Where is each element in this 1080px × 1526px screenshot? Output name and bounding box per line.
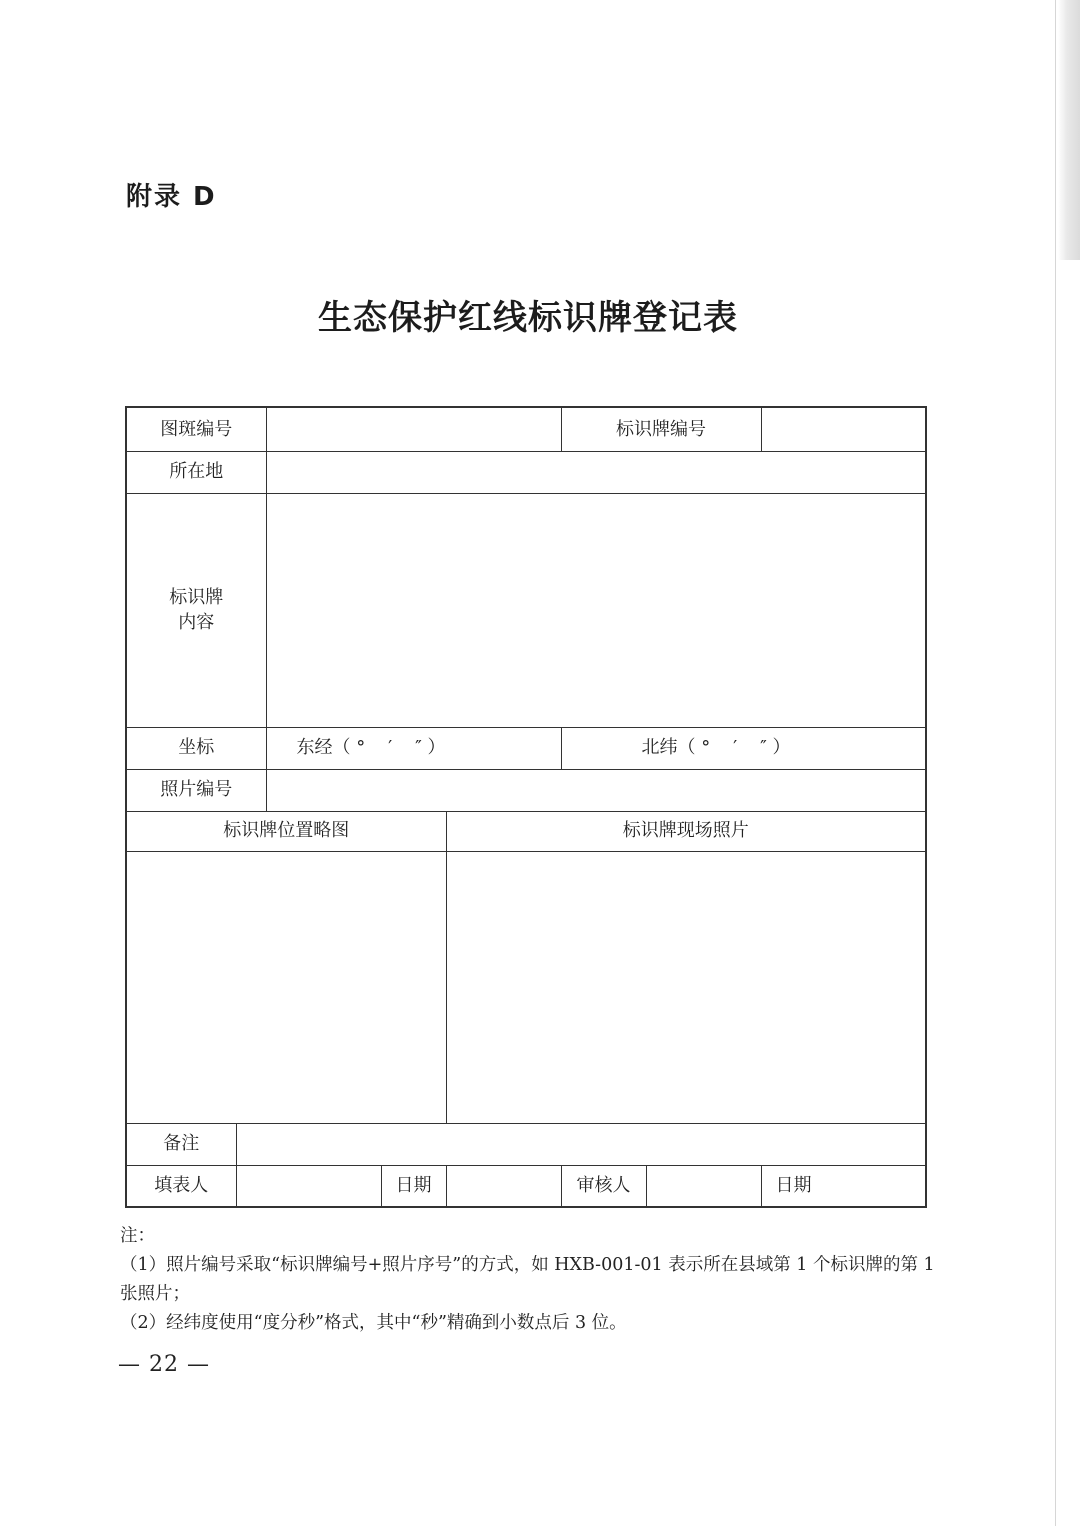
scan-edge-line bbox=[1055, 0, 1056, 1526]
row-photo-number bbox=[126, 769, 926, 811]
east-longitude-field[interactable]: 东经（ ° ′ ″ ） bbox=[266, 727, 561, 769]
row-image-headers bbox=[126, 811, 926, 851]
row-sign-content bbox=[126, 493, 926, 727]
registration-form-table bbox=[125, 406, 927, 1208]
row-patch-sign-number bbox=[126, 407, 926, 451]
review-date-cell[interactable] bbox=[761, 1165, 926, 1207]
north-latitude-field[interactable]: 北纬（ ° ′ ″ ） bbox=[561, 727, 926, 769]
row-coordinates bbox=[126, 727, 926, 769]
row-remarks bbox=[126, 1123, 926, 1165]
sign-content-label-line1: 标识牌 bbox=[169, 586, 224, 608]
photo-number-field[interactable] bbox=[266, 769, 926, 811]
notes-section bbox=[120, 1222, 940, 1338]
row-location bbox=[126, 451, 926, 493]
filler-field[interactable] bbox=[236, 1165, 381, 1207]
remarks-field[interactable] bbox=[236, 1123, 926, 1165]
sign-number-label: 标识牌编号 bbox=[561, 407, 761, 451]
site-photo-label: 标识牌现场照片 bbox=[446, 811, 926, 851]
sign-content-field[interactable] bbox=[266, 493, 926, 727]
fill-date-label: 日期 bbox=[381, 1165, 446, 1207]
scan-edge-shadow bbox=[1058, 0, 1080, 260]
photo-number-label: 照片编号 bbox=[126, 769, 266, 811]
location-field[interactable] bbox=[266, 451, 926, 493]
sign-content-label bbox=[126, 493, 266, 727]
appendix-label: 附录 D bbox=[126, 182, 217, 212]
patch-number-field[interactable] bbox=[266, 407, 561, 451]
review-date-label: 日期 bbox=[775, 1175, 812, 1197]
reviewer-field[interactable] bbox=[646, 1165, 761, 1207]
location-label: 所在地 bbox=[126, 451, 266, 493]
location-sketch-area[interactable] bbox=[126, 851, 446, 1123]
sign-content-label-line2: 内容 bbox=[178, 612, 215, 633]
filler-label: 填表人 bbox=[126, 1165, 236, 1207]
site-photo-area[interactable] bbox=[446, 851, 926, 1123]
coordinate-label: 坐标 bbox=[126, 727, 266, 769]
row-signatures bbox=[126, 1165, 926, 1207]
fill-date-field[interactable] bbox=[446, 1165, 561, 1207]
page-title: 生态保护红线标识牌登记表 bbox=[318, 298, 738, 338]
note-1: （1）照片编号采取“标识牌编号+照片序号”的方式，如 HXB-001-01 表示所在县域第 1 个标识牌的第 1 张照片； bbox=[120, 1255, 935, 1304]
notes-heading: 注： bbox=[120, 1226, 155, 1246]
patch-number-label: 图斑编号 bbox=[126, 407, 266, 451]
location-sketch-label: 标识牌位置略图 bbox=[126, 811, 446, 851]
sign-number-field[interactable] bbox=[761, 407, 926, 451]
note-2: （2）经纬度使用“度分秒”格式，其中“秒”精确到小数点后 3 位。 bbox=[120, 1313, 627, 1333]
reviewer-label: 审核人 bbox=[561, 1165, 646, 1207]
page-number: — 22 — bbox=[118, 1352, 210, 1377]
remarks-label: 备注 bbox=[126, 1123, 236, 1165]
row-image-areas bbox=[126, 851, 926, 1123]
